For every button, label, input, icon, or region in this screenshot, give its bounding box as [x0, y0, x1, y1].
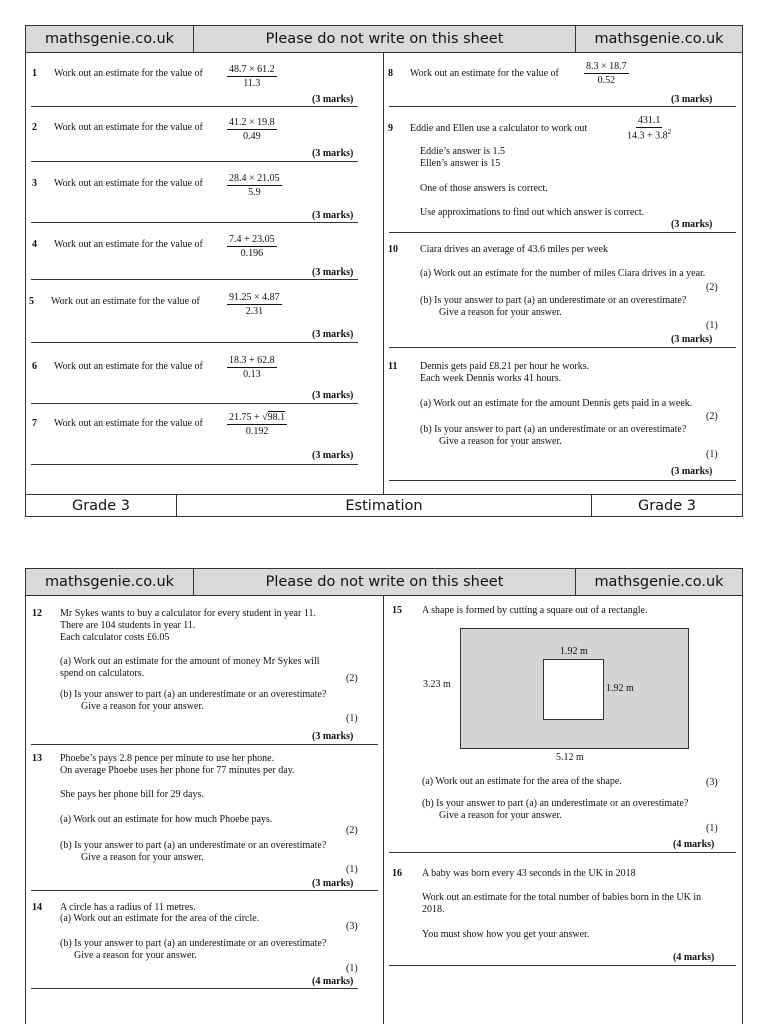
- fraction-denominator: 11.3: [243, 78, 261, 89]
- part-marks: (2): [706, 411, 718, 422]
- question-number: 8: [388, 68, 393, 79]
- marks-label: (3 marks): [671, 466, 713, 477]
- question-number: 2: [32, 122, 37, 133]
- question-text: You must show how you get your answer.: [422, 929, 590, 940]
- part-a: (a) Work out an estimate for the area of the circle.: [60, 913, 260, 924]
- marks-label: (3 marks): [671, 334, 713, 345]
- question-separator: [31, 403, 358, 404]
- question-text: Ciara drives an average of 43.6 miles per week: [420, 244, 608, 255]
- question-number: 6: [32, 361, 37, 372]
- fraction-denominator: 0.49: [243, 131, 261, 142]
- question-separator: [31, 890, 378, 891]
- fraction-denominator: 0.52: [597, 75, 616, 86]
- question-text: 2018.: [422, 904, 445, 915]
- fraction: [227, 117, 277, 142]
- part-marks: (3): [346, 921, 358, 932]
- question-text: Work out an estimate for the total number of babies born in the UK in: [422, 892, 702, 903]
- part-b: (b) Is your answer to part (a) an underestimate or an overestimate?: [420, 295, 687, 306]
- question-separator: [31, 106, 358, 107]
- radicand: 98.1: [267, 412, 286, 423]
- part-b: (b) Is your answer to part (a) an underestimate or an overestimate?: [422, 798, 689, 809]
- header-site-right: mathsgenie.co.uk: [594, 31, 724, 47]
- question-text: There are 104 students in year 11.: [60, 620, 196, 631]
- part-b: (b) Is your answer to part (a) an underestimate or an overestimate?: [60, 689, 327, 700]
- part-b-reason: Give a reason for your answer.: [74, 950, 197, 961]
- question-separator: [31, 744, 378, 745]
- part-marks: (1): [706, 449, 718, 460]
- part-b-reason: Give a reason for your answer.: [439, 436, 562, 447]
- part-marks: (2): [346, 673, 358, 684]
- fraction: [227, 292, 282, 317]
- part-marks: (2): [346, 825, 358, 836]
- question-separator: [389, 347, 736, 348]
- marks-label: (3 marks): [671, 219, 713, 230]
- label-square-top: 1.92 m: [560, 646, 588, 657]
- question-separator: [389, 852, 736, 853]
- question-separator: [31, 342, 358, 343]
- question-text: Dennis gets paid £8.21 per hour he works.: [420, 361, 590, 372]
- part-b-reason: Give a reason for your answer.: [439, 810, 562, 821]
- part-b: (b) Is your answer to part (a) an underestimate or an overestimate?: [60, 938, 327, 949]
- question-number: 11: [388, 361, 398, 372]
- question-text: Work out an estimate for the value of: [54, 68, 203, 79]
- part-a: (a) Work out an estimate for the amount Dennis gets paid in a week.: [420, 398, 693, 409]
- header-site-left: mathsgenie.co.uk: [26, 26, 194, 52]
- part-a: (a) Work out an estimate for the number of miles Ciara drives in a year.: [420, 268, 706, 279]
- worksheet-page-1: [25, 25, 743, 517]
- header-site-left: mathsgenie.co.uk: [26, 569, 194, 595]
- header-site-right: mathsgenie.co.uk: [594, 574, 724, 590]
- question-separator: [389, 965, 736, 966]
- question-text: A shape is formed by cutting a square out of a rectangle.: [422, 605, 648, 616]
- marks-label: (3 marks): [312, 94, 354, 105]
- part-marks: (3): [706, 777, 718, 788]
- ellen-answer: Ellen’s answer is 15: [420, 158, 501, 169]
- marks-label: (3 marks): [312, 210, 354, 221]
- part-a-cont: spend on calculators.: [60, 668, 145, 679]
- question-separator: [31, 464, 358, 465]
- part-a: (a) Work out an estimate for the area of the shape.: [422, 776, 622, 787]
- footer-topic: Estimation: [177, 495, 592, 517]
- marks-label: (3 marks): [312, 731, 354, 742]
- exponent: 2: [667, 128, 672, 136]
- marks-label: (3 marks): [312, 267, 354, 278]
- numerator-sum: 21.75 +: [229, 412, 263, 423]
- question-text: Work out an estimate for the value of: [51, 296, 200, 307]
- question-number: 13: [32, 753, 42, 764]
- part-b-reason: Give a reason for your answer.: [81, 852, 204, 863]
- denominator-base: 14.3 + 3.8: [627, 130, 668, 142]
- fraction-denominator: 0.192: [245, 426, 269, 437]
- fraction-denominator: 2.31: [245, 306, 264, 317]
- part-marks: (1): [346, 713, 358, 724]
- part-b: (b) Is your answer to part (a) an underestimate or an overestimate?: [60, 840, 327, 851]
- marks-label: (3 marks): [671, 94, 713, 105]
- column-divider: [383, 53, 384, 494]
- fraction-numerator: 28.4 × 21.05: [229, 173, 280, 184]
- question-text: Work out an estimate for the value of: [54, 239, 203, 250]
- question-number: 14: [32, 902, 42, 913]
- question-text: She pays her phone bill for 29 days.: [60, 789, 204, 800]
- fraction: [227, 173, 282, 198]
- question-text: Work out an estimate for the value of: [54, 178, 203, 189]
- marks-label: (3 marks): [312, 148, 354, 159]
- fraction: [227, 412, 287, 437]
- question-text: A baby was born every 43 seconds in the UK in 2018: [422, 868, 636, 879]
- question-text: On average Phoebe uses her phone for 77 minutes per day.: [60, 765, 295, 776]
- part-a: (a) Work out an estimate for the amount of money Mr Sykes will: [60, 656, 320, 667]
- fraction-numerator: 7.4 + 23.05: [229, 234, 275, 245]
- question-text: Each week Dennis works 41 hours.: [420, 373, 562, 384]
- question-text: Work out an estimate for the value of: [410, 68, 559, 79]
- page-header: [26, 26, 742, 53]
- header-instruction: Please do not write on this sheet: [194, 569, 576, 595]
- question-text: One of those answers is correct.: [420, 183, 548, 194]
- question-separator: [389, 106, 736, 107]
- label-rect-width: 5.12 m: [556, 752, 584, 763]
- label-square-side: 1.92 m: [606, 683, 634, 694]
- fraction-numerator: 41.2 × 19.8: [229, 117, 275, 128]
- question-text: Work out an estimate for the value of: [54, 361, 203, 372]
- question-number: 16: [392, 868, 402, 879]
- label-rect-height: 3.23 m: [423, 679, 451, 690]
- fraction-denominator: 0.13: [243, 369, 261, 380]
- question-text: Mr Sykes wants to buy a calculator for every student in year 11.: [60, 608, 316, 619]
- question-text: Eddie and Ellen use a calculator to work out: [410, 123, 588, 134]
- question-number: 7: [32, 418, 37, 429]
- fraction-numerator: 48.7 × 61.2: [229, 64, 275, 75]
- fraction-numerator: 18.3 + 62.8: [229, 355, 275, 366]
- page-footer: [26, 494, 742, 517]
- part-b-reason: Give a reason for your answer.: [439, 307, 562, 318]
- square-root-icon: √: [262, 412, 268, 423]
- part-marks: (1): [706, 823, 718, 834]
- fraction-numerator: 91.25 × 4.87: [229, 292, 280, 303]
- fraction: [227, 355, 277, 380]
- fraction: [227, 234, 277, 259]
- marks-label: (4 marks): [673, 952, 715, 963]
- marks-label: (3 marks): [312, 878, 354, 889]
- fraction: [627, 115, 671, 141]
- footer-grade-left: Grade 3: [26, 495, 177, 517]
- fraction-denominator: 5.9: [248, 187, 261, 198]
- question-text: Each calculator costs £6.05: [60, 632, 170, 643]
- marks-label: (3 marks): [312, 390, 354, 401]
- question-separator: [389, 232, 736, 233]
- marks-label: (4 marks): [673, 839, 715, 850]
- question-text: A circle has a radius of 11 metres.: [60, 902, 196, 913]
- question-separator: [31, 222, 358, 223]
- question-text: Work out an estimate for the value of: [54, 418, 203, 429]
- part-b-reason: Give a reason for your answer.: [81, 701, 204, 712]
- part-marks: (1): [346, 864, 358, 875]
- part-marks: (1): [706, 320, 718, 331]
- column-divider: [383, 596, 384, 1024]
- page-header: [26, 569, 742, 596]
- question-number: 4: [32, 239, 37, 250]
- fraction-denominator: 0.196: [240, 248, 264, 259]
- marks-label: (3 marks): [312, 329, 354, 340]
- header-instruction: Please do not write on this sheet: [194, 26, 576, 52]
- question-number: 15: [392, 605, 402, 616]
- question-number: 9: [388, 123, 393, 134]
- question-number: 1: [32, 68, 37, 79]
- fraction-numerator: 431.1: [637, 115, 661, 126]
- question-number: 3: [32, 178, 37, 189]
- part-a: (a) Work out an estimate for how much Phoebe pays.: [60, 814, 273, 825]
- marks-label: (3 marks): [312, 450, 354, 461]
- fraction: [227, 64, 277, 89]
- part-marks: (2): [706, 282, 718, 293]
- question-number: 5: [29, 296, 34, 307]
- question-separator: [31, 279, 358, 280]
- worksheet-page-2: [25, 568, 743, 1024]
- part-marks: (1): [346, 963, 358, 974]
- fraction-denominator: [627, 128, 671, 141]
- fraction: [584, 61, 629, 86]
- question-separator: [389, 480, 736, 481]
- question-text: Phoebe’s pays 2.8 pence per minute to use her phone.: [60, 753, 275, 764]
- fraction-numerator: [227, 412, 287, 425]
- question-separator: [31, 988, 358, 989]
- question-separator: [31, 161, 358, 162]
- square-cutout: [543, 659, 604, 720]
- footer-grade-right: Grade 3: [637, 498, 697, 514]
- question-text: Use approximations to find out which answer is correct.: [420, 207, 645, 218]
- fraction-numerator: 8.3 × 18.7: [586, 61, 627, 72]
- question-number: 10: [388, 244, 398, 255]
- question-number: 12: [32, 608, 42, 619]
- marks-label: (4 marks): [312, 976, 354, 987]
- question-text: Work out an estimate for the value of: [54, 122, 203, 133]
- eddie-answer: Eddie’s answer is 1.5: [420, 146, 505, 157]
- part-b: (b) Is your answer to part (a) an underestimate or an overestimate?: [420, 424, 687, 435]
